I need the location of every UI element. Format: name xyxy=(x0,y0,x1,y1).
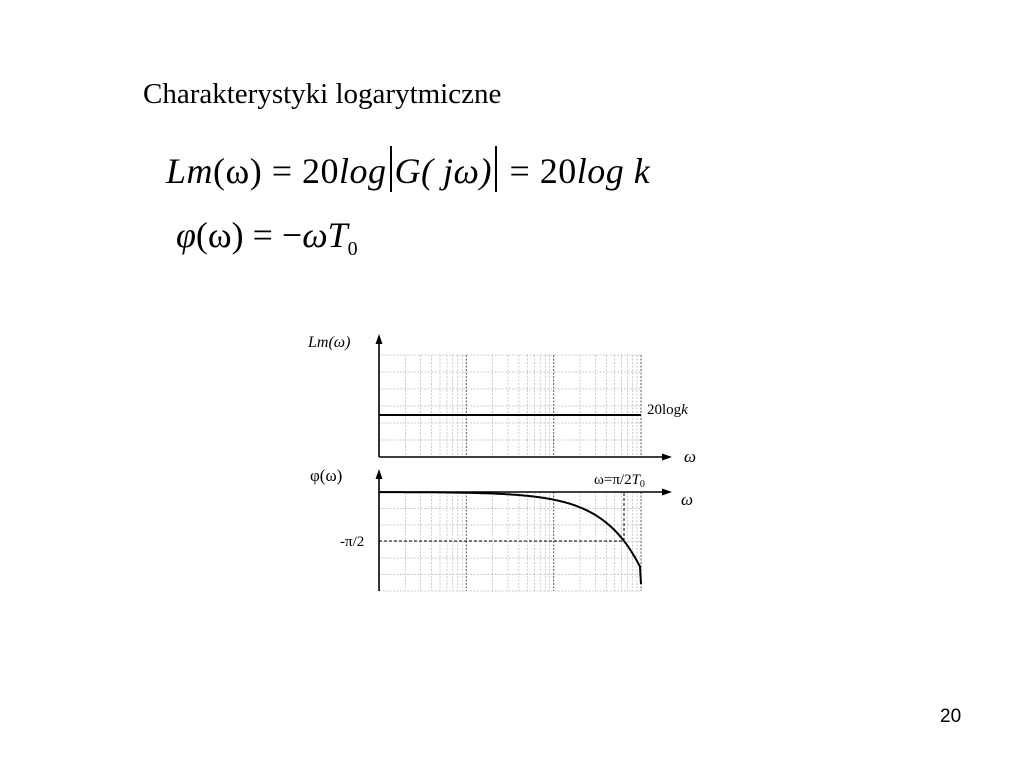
marker-label xyxy=(594,472,645,490)
marker-t-subscript: 0 xyxy=(639,479,645,490)
lm-log-a: log xyxy=(339,151,387,191)
phi-omega-arg: (ω) xyxy=(195,215,244,255)
level-prefix: 20log xyxy=(647,402,682,418)
slide-title: Charakterystyki logarytmiczne xyxy=(143,78,502,110)
lm-symbol: Lm xyxy=(166,151,214,191)
marker-prefix: ω=π/2 xyxy=(594,472,632,488)
magnitude-grid xyxy=(379,355,641,457)
lm-equals-twenty-b: = 20 xyxy=(499,151,577,191)
phi-equals-minus: = − xyxy=(243,215,303,255)
lm-log-b: log xyxy=(576,151,625,191)
phase-x-arrow xyxy=(662,489,672,496)
magnitude-x-arrow xyxy=(662,454,672,461)
transfer-g: G xyxy=(394,151,422,191)
marker-t: T xyxy=(631,472,640,488)
gain-k: k xyxy=(624,151,651,191)
lm-axis-label: Lm(ω) xyxy=(308,334,351,351)
phase-y-arrow xyxy=(376,469,383,479)
level-k: k xyxy=(681,402,688,418)
phi-axis-label: φ(ω) xyxy=(310,466,343,485)
phi-symbol: φ xyxy=(176,215,196,255)
magnitude-y-arrow xyxy=(376,334,383,344)
phi-omega: ω xyxy=(302,215,328,255)
page-number: 20 xyxy=(940,706,962,727)
phi-t: T xyxy=(327,215,348,255)
omega-top-label: ω xyxy=(684,447,697,466)
neg-half-pi-label: -π/2 xyxy=(340,534,365,550)
transfer-j-omega: ( jω) xyxy=(421,151,492,191)
phi-t-subscript: 0 xyxy=(347,238,358,260)
omega-bottom-label: ω xyxy=(681,490,694,509)
phase-curve xyxy=(379,492,641,584)
level-label xyxy=(647,402,688,418)
lm-equals-twenty-a: = 20 xyxy=(262,151,340,191)
lm-omega-arg: (ω) xyxy=(213,151,263,191)
